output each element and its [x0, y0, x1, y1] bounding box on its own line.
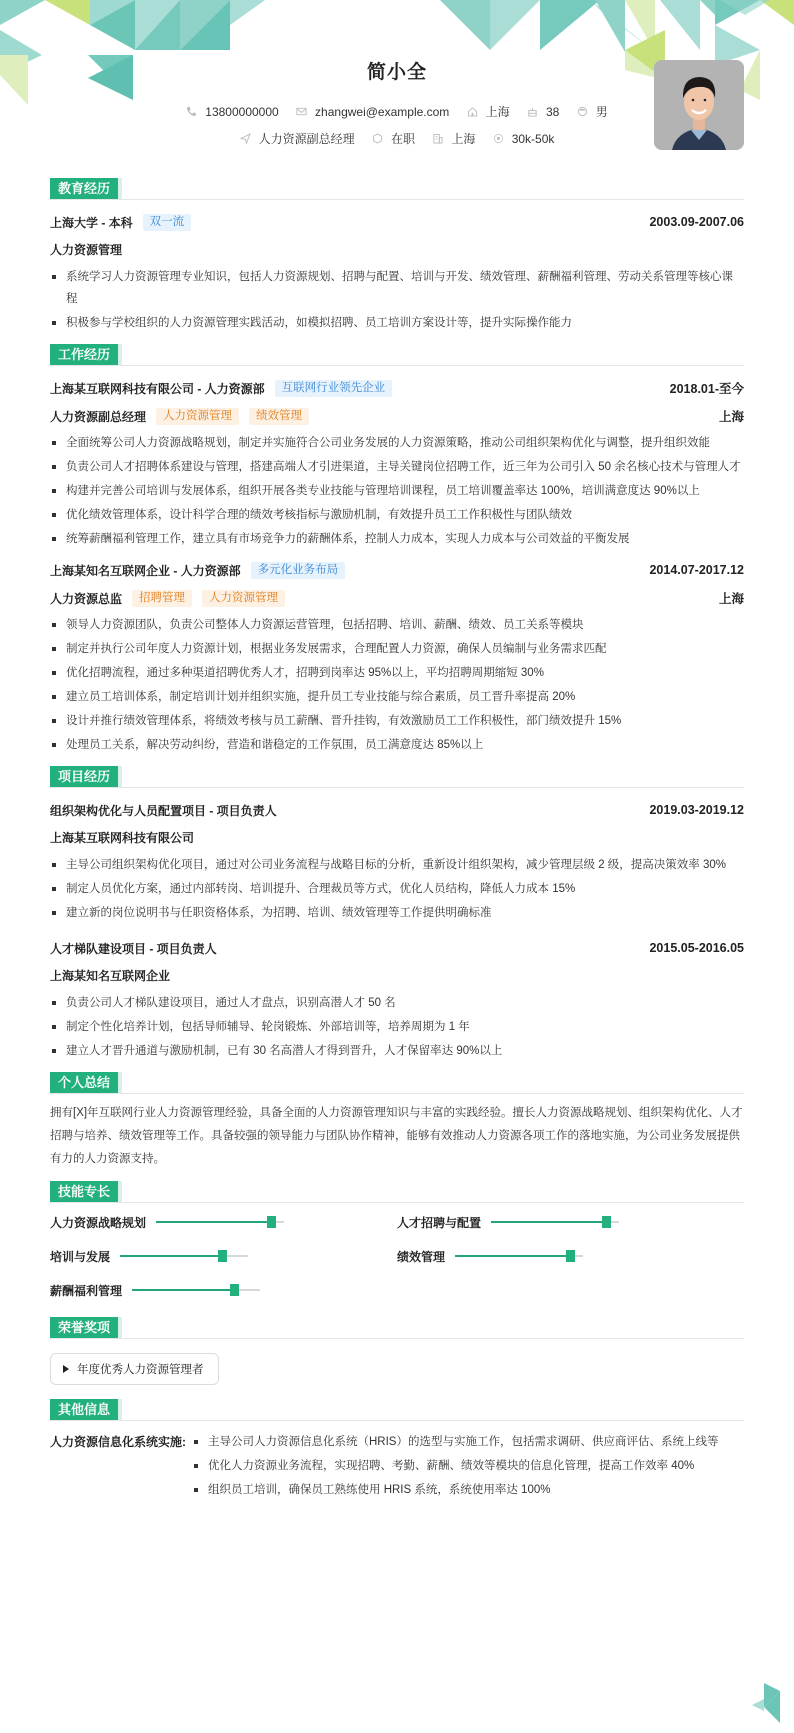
contact-row [50, 103, 744, 120]
home-icon [467, 106, 478, 117]
skill-level-bar [156, 1221, 284, 1223]
award-name: 年度优秀人力资源管理者 [77, 1364, 204, 1376]
work-bullets [50, 614, 744, 756]
company-tag: 多元化业务布局 [251, 562, 346, 579]
work-bullets [50, 432, 744, 550]
list-item: 统筹薪酬福利管理工作，建立具有市场竞争力的薪酬体系，控制人力成本，实现人力成本与公司效益的平衡发展 [50, 528, 744, 550]
summary-section [50, 1072, 744, 1171]
gender-icon [577, 106, 588, 117]
skill-level-bar [120, 1255, 248, 1257]
triangle-right-icon [63, 1365, 69, 1373]
skill-tag: 绩效管理 [249, 408, 309, 425]
section-title: 技能专长 [50, 1181, 118, 1202]
building-icon [432, 133, 443, 144]
section-title: 项目经历 [50, 766, 118, 787]
skill-item [50, 1211, 397, 1233]
skill-level-knob [230, 1284, 239, 1296]
skill-name: 人力资源战略规划 [50, 1215, 147, 1230]
location-info: 上海 [467, 103, 510, 120]
skill-level-bar [132, 1289, 260, 1291]
award-item[interactable] [50, 1353, 219, 1385]
education-entry [50, 208, 744, 334]
project-bullets [50, 854, 744, 924]
skill-item [397, 1211, 744, 1233]
project-entry [50, 934, 744, 1062]
section-title: 个人总结 [50, 1072, 118, 1093]
section-title: 荣誉奖项 [50, 1317, 118, 1338]
skill-item [397, 1245, 744, 1267]
position-title: 人力资源总监 [50, 591, 123, 606]
cake-icon [527, 106, 538, 117]
list-item: 制定人员优化方案，通过内部转岗、培训提升、合理裁员等方式，优化人员结构，降低人力成本 15% [50, 878, 744, 900]
mail-icon [296, 106, 307, 117]
company-name: 上海某知名互联网企业 - 人力资源部 [50, 563, 241, 578]
phone-info: 13800000000 [186, 105, 278, 119]
project-name: 组织架构优化与人员配置项目 - 项目负责人 [50, 803, 277, 818]
list-item: 处理员工关系，解决劳动纠纷，营造和谐稳定的工作氛围，员工满意度达 85%以上 [50, 734, 744, 756]
project-date: 2015.05-2016.05 [649, 941, 744, 955]
list-item: 领导人力资源团队，负责公司整体人力资源运营管理，包括招聘、培训、薪酬、绩效、员工关系等模块 [50, 614, 744, 636]
other-info-label: 人力资源信息化系统实施: [50, 1435, 186, 1449]
school-name: 上海大学 - 本科 [50, 215, 133, 230]
list-item: 优化人力资源业务流程，实现招聘、考勤、薪酬、绩效等模块的信息化管理，提高工作效率 40% [192, 1455, 718, 1477]
employment-status-info: 在职 [372, 130, 415, 147]
summary-text: 拥有[X]年互联网行业人力资源管理经验，具备全面的人力资源管理知识与丰富的实践经验。擅长人力资源战略规划、组织架构优化、人才招聘与培养、绩效管理等工作。具备较强的领导能力与团队协作精神，能够有效推动人力资源各项工作的落地实施，为公司业务发展提供有力的人力资源支持。 [50, 1107, 743, 1165]
skill-item [50, 1245, 397, 1267]
job-intent-row [50, 130, 744, 147]
profile-photo [654, 60, 744, 150]
projects-section [50, 766, 744, 1062]
other-section [50, 1399, 744, 1503]
section-header [50, 766, 744, 788]
major: 人力资源管理 [50, 243, 123, 257]
education-section [50, 178, 744, 334]
section-header [50, 344, 744, 366]
list-item: 建立人才晋升通道与激励机制，已有 30 名高潜人才得到晋升，人才保留率达 90%以上 [50, 1040, 744, 1062]
skill-tag: 招聘管理 [132, 590, 192, 607]
education-date: 2003.09-2007.06 [649, 215, 744, 229]
work-city: 上海 [718, 592, 744, 606]
list-item: 制定并执行公司年度人力资源计划，根据业务发展需求，合理配置人力资源，确保人员编制与业务需求匹配 [50, 638, 744, 660]
work-section [50, 344, 744, 756]
phone-icon [186, 106, 197, 117]
project-company: 上海某知名互联网企业 [50, 969, 171, 983]
skills-section [50, 1181, 744, 1301]
section-title: 工作经历 [50, 344, 118, 365]
list-item: 设计并推行绩效管理体系，将绩效考核与员工薪酬、晋升挂钩，有效激励员工工作积极性，部门绩效提升 15% [50, 710, 744, 732]
list-item: 建立新的岗位说明书与任职资格体系，为招聘、培训、绩效管理等工作提供明确标准 [50, 902, 744, 924]
skills-grid [50, 1211, 744, 1301]
list-item: 建立员工培训体系，制定培训计划并组织实施，提升员工专业技能与综合素质，员工晋升率提高 20% [50, 686, 744, 708]
email-info: zhangwei@example.com [296, 105, 449, 119]
education-bullets [50, 266, 744, 334]
candidate-name: 简小全 [366, 62, 427, 83]
section-header [50, 1181, 744, 1203]
list-item: 优化绩效管理体系，设计科学合理的绩效考核指标与激励机制，有效提升员工工作积极性与团队绩效 [50, 504, 744, 526]
avatar [654, 60, 744, 150]
list-item: 主导公司组织架构优化项目，通过对公司业务流程与战略目标的分析，重新设计组织架构，减少管理层级 2 级，提高决策效率 30% [50, 854, 744, 876]
section-title: 其他信息 [50, 1399, 118, 1420]
position-title: 人力资源副总经理 [50, 409, 147, 424]
project-entry [50, 796, 744, 924]
other-bullets [192, 1429, 718, 1503]
send-icon [240, 133, 251, 144]
skill-level-knob [267, 1216, 276, 1228]
list-item: 制定个性化培养计划，包括导师辅导、轮岗锻炼、外部培训等，培养周期为 1 年 [50, 1016, 744, 1038]
skill-item [50, 1279, 397, 1301]
list-item: 主导公司人力资源信息化系统（HRIS）的选型与实施工作，包括需求调研、供应商评估、系统上线等 [192, 1431, 718, 1453]
skill-level-bar [491, 1221, 619, 1223]
skill-tag: 人力资源管理 [202, 590, 285, 607]
section-header [50, 178, 744, 200]
resume-header [50, 0, 744, 168]
section-header [50, 1072, 744, 1094]
project-date: 2019.03-2019.12 [649, 803, 744, 817]
skill-level-knob [566, 1250, 575, 1262]
status-icon [372, 133, 383, 144]
work-date: 2014.07-2017.12 [649, 563, 744, 577]
list-item: 优化招聘流程，通过多种渠道招聘优秀人才，招聘到岗率达 95%以上，平均招聘周期缩短 30% [50, 662, 744, 684]
skill-name: 绩效管理 [397, 1249, 446, 1264]
school-tag: 双一流 [143, 214, 192, 231]
work-entry [50, 556, 744, 756]
list-item: 全面统筹公司人力资源战略规划，制定并实施符合公司业务发展的人力资源策略，推动公司组织架构优化与调整，提升组织效能 [50, 432, 744, 454]
gender-info: 男 [577, 103, 608, 120]
other-info-item [50, 1429, 744, 1503]
list-item: 积极参与学校组织的人力资源管理实践活动，如模拟招聘、员工培训方案设计等，提升实际操作能力 [50, 312, 744, 334]
list-item: 系统学习人力资源管理专业知识，包括人力资源规划、招聘与配置、培训与开发、绩效管理、薪酬福利管理、劳动关系管理等核心课程 [50, 266, 744, 310]
company-name: 上海某互联网科技有限公司 - 人力资源部 [50, 381, 265, 396]
target-position-info: 人力资源副总经理 [240, 130, 355, 147]
company-tag: 互联网行业领先企业 [275, 380, 393, 397]
target-city-info: 上海 [432, 130, 475, 147]
project-company: 上海某互联网科技有限公司 [50, 831, 195, 845]
section-header [50, 1317, 744, 1339]
section-header [50, 1399, 744, 1421]
list-item: 负责公司人才梯队建设项目，通过人才盘点，识别高潜人才 50 名 [50, 992, 744, 1014]
skill-name: 人才招聘与配置 [397, 1215, 482, 1230]
section-title: 教育经历 [50, 178, 118, 199]
project-name: 人才梯队建设项目 - 项目负责人 [50, 941, 217, 956]
skill-name: 培训与发展 [50, 1249, 111, 1264]
work-date: 2018.01-至今 [669, 382, 744, 396]
skill-level-knob [218, 1250, 227, 1262]
project-bullets [50, 992, 744, 1062]
age-info: 38 [527, 105, 559, 119]
salary-info: 30k-50k [493, 132, 555, 146]
skill-level-bar [455, 1255, 583, 1257]
skill-tag: 人力资源管理 [156, 408, 239, 425]
awards-section [50, 1317, 744, 1389]
work-city: 上海 [718, 410, 744, 424]
skill-level-knob [602, 1216, 611, 1228]
skill-name: 薪酬福利管理 [50, 1283, 123, 1298]
list-item: 组织员工培训，确保员工熟练使用 HRIS 系统，系统使用率达 100% [192, 1479, 718, 1501]
corner-decoration [750, 1679, 784, 1723]
work-entry [50, 374, 744, 550]
salary-icon [493, 133, 504, 144]
list-item: 构建并完善公司培训与发展体系，组织开展各类专业技能与管理培训课程，员工培训覆盖率达 100%，培训满意度达 90%以上 [50, 480, 744, 502]
list-item: 负责公司人才招聘体系建设与管理，搭建高端人才引进渠道，主导关键岗位招聘工作，近三年为公司引入 50 余名核心技术与管理人才 [50, 456, 744, 478]
